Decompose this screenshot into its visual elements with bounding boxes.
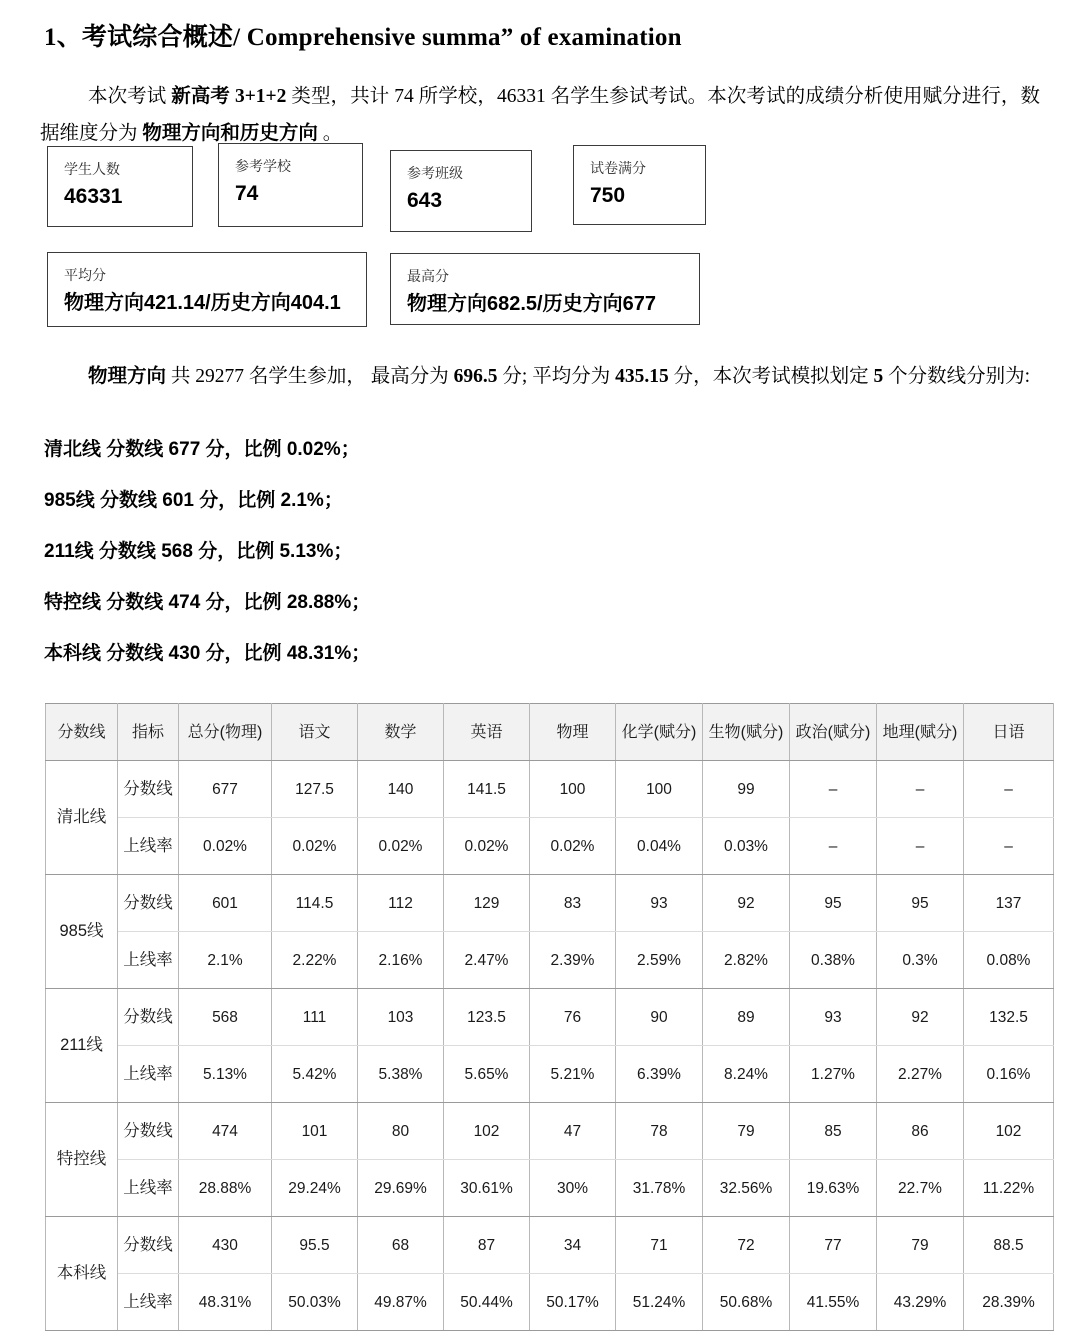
table-cell: 5.38% [358,1046,444,1103]
score-line-item: 985线 分数线 601 分，比例 2.1%； [44,490,343,511]
table-cell: 34 [530,1217,616,1274]
table-cell: 0.3% [877,932,964,989]
table-cell: 31.78% [616,1160,703,1217]
table-metric-label: 上线率 [118,932,179,989]
table-cell: 22.7% [877,1160,964,1217]
stat-card-value: 750 [590,184,626,207]
table-column-header: 分数线 [46,704,118,761]
table-cell: 30.61% [444,1160,530,1217]
table-group-label: 985线 [46,875,118,989]
table-cell: – [964,818,1054,875]
table-cell: 2.39% [530,932,616,989]
table-cell: 114.5 [272,875,358,932]
table-cell: 50.03% [272,1274,358,1331]
table-column-header: 数学 [358,704,444,761]
table-cell: – [964,761,1054,818]
table-cell: 49.87% [358,1274,444,1331]
table-cell: 78 [616,1103,703,1160]
stat-card-value: 643 [407,189,443,212]
table-cell: 50.17% [530,1274,616,1331]
table-cell: 474 [179,1103,272,1160]
table-cell: – [790,818,877,875]
table-cell: 95 [790,875,877,932]
table-cell: 30% [530,1160,616,1217]
table-cell: 71 [616,1217,703,1274]
table-cell: 2.82% [703,932,790,989]
table-cell: 6.39% [616,1046,703,1103]
table-cell: 123.5 [444,989,530,1046]
table-metric-label: 分数线 [118,989,179,1046]
table-cell: 0.02% [179,818,272,875]
table-cell: 677 [179,761,272,818]
stat-card-class-count [390,150,532,232]
table-cell: – [877,761,964,818]
table-cell: 5.65% [444,1046,530,1103]
stat-card-label: 试卷满分 [590,160,646,176]
table-group-label: 清北线 [46,761,118,875]
stat-card-full-mark [573,145,706,225]
table-cell: 0.04% [616,818,703,875]
table-cell: 132.5 [964,989,1054,1046]
table-cell: 102 [444,1103,530,1160]
table-cell: 92 [877,989,964,1046]
table-cell: – [877,818,964,875]
table-cell: 79 [877,1217,964,1274]
score-line-table [45,703,1054,1331]
table-row [46,818,1054,875]
table-cell: 29.24% [272,1160,358,1217]
table-cell: 93 [790,989,877,1046]
stat-card-label: 学生人数 [64,161,120,177]
table-cell: 568 [179,989,272,1046]
page-title: 1、考试综合概述/ Comprehensive summa” of examination [44,23,682,51]
table-header-row [46,704,1054,761]
table-cell: 2.1% [179,932,272,989]
intro-paragraph: 本次考试 新高考 3+1+2 类型，共计 74 所学校，46331 名学生参试考试。本次考试的成绩分析使用赋分进行，数据维度分为 物理方向和历史方向 。 [40,85,1040,144]
table-cell: 11.22% [964,1160,1054,1217]
table-cell: 141.5 [444,761,530,818]
table-cell: 0.03% [703,818,790,875]
table-cell: 137 [964,875,1054,932]
table-cell: 111 [272,989,358,1046]
table-column-header: 语文 [272,704,358,761]
table-cell: 86 [877,1103,964,1160]
table-cell: 2.27% [877,1046,964,1103]
table-header [46,704,1054,761]
table-cell: 95.5 [272,1217,358,1274]
table-cell: 99 [703,761,790,818]
table-metric-label: 上线率 [118,1160,179,1217]
table-group-label: 211线 [46,989,118,1103]
table-cell: 88.5 [964,1217,1054,1274]
table-cell: 112 [358,875,444,932]
table-row [46,1103,1054,1160]
physics-direction-paragraph: 物理方向 共 29277 名学生参加， 最高分为 696.5 分; 平均分为 435.15 分，本次考试模拟划定 5 个分数线分别为: [88,365,1031,387]
table-cell: 430 [179,1217,272,1274]
table-cell: 2.59% [616,932,703,989]
table-row [46,1274,1054,1331]
stat-card-value: 物理方向682.5/历史方向677 [407,293,656,315]
table-cell: 79 [703,1103,790,1160]
stat-card-value: 46331 [64,185,123,208]
table-cell: 8.24% [703,1046,790,1103]
table-cell: 101 [272,1103,358,1160]
table-cell: 51.24% [616,1274,703,1331]
table-cell: 47 [530,1103,616,1160]
stat-card-label: 参考学校 [235,158,291,174]
table-cell: 0.16% [964,1046,1054,1103]
score-line-item: 211线 分数线 568 分，比例 5.13%； [44,541,353,562]
table-cell: 29.69% [358,1160,444,1217]
table-cell: 80 [358,1103,444,1160]
table-metric-label: 上线率 [118,1046,179,1103]
table-cell: 2.16% [358,932,444,989]
table-cell: 50.68% [703,1274,790,1331]
table-column-header: 政治(赋分) [790,704,877,761]
table-cell: 77 [790,1217,877,1274]
table-column-header: 英语 [444,704,530,761]
table-group-label: 特控线 [46,1103,118,1217]
score-line-item: 本科线 分数线 430 分，比例 48.31%； [44,643,371,664]
table-column-header: 总分(物理) [179,704,272,761]
table-row [46,932,1054,989]
score-line-item: 特控线 分数线 474 分，比例 28.88%； [44,592,371,613]
table-cell: 32.56% [703,1160,790,1217]
table-column-header: 物理 [530,704,616,761]
table-metric-label: 分数线 [118,1103,179,1160]
table-group-label: 本科线 [46,1217,118,1331]
table-cell: 0.02% [444,818,530,875]
table-cell: 92 [703,875,790,932]
table-row [46,989,1054,1046]
table-cell: 127.5 [272,761,358,818]
table-cell: 28.88% [179,1160,272,1217]
stat-card-highest-score [390,253,700,325]
table-column-header: 指标 [118,704,179,761]
table-cell: 87 [444,1217,530,1274]
stat-card-label: 参考班级 [407,165,463,181]
table-body [46,761,1054,1331]
table-cell: 601 [179,875,272,932]
table-cell: 103 [358,989,444,1046]
table-cell: 41.55% [790,1274,877,1331]
table-cell: 100 [616,761,703,818]
stat-card-value: 物理方向421.14/历史方向404.1 [64,292,341,314]
table-cell: 89 [703,989,790,1046]
table-cell: 93 [616,875,703,932]
table-cell: 0.02% [530,818,616,875]
score-line-list [44,424,644,679]
table-cell: 48.31% [179,1274,272,1331]
table-cell: 85 [790,1103,877,1160]
table-cell: – [790,761,877,818]
table-cell: 2.47% [444,932,530,989]
stat-card-label: 最高分 [407,268,449,284]
table-cell: 2.22% [272,932,358,989]
table-cell: 83 [530,875,616,932]
table-cell: 28.39% [964,1274,1054,1331]
table-row [46,1160,1054,1217]
score-line-item: 清北线 分数线 677 分，比例 0.02%； [44,439,360,460]
table-cell: 68 [358,1217,444,1274]
table-cell: 76 [530,989,616,1046]
table-cell: 72 [703,1217,790,1274]
stat-card-student-count [47,146,193,227]
table-cell: 5.42% [272,1046,358,1103]
table-cell: 19.63% [790,1160,877,1217]
table-row [46,875,1054,932]
table-cell: 129 [444,875,530,932]
stat-card-school-count [218,143,363,227]
table-cell: 0.38% [790,932,877,989]
table-cell: 0.02% [272,818,358,875]
table-cell: 5.21% [530,1046,616,1103]
stat-card-label: 平均分 [64,267,106,283]
table-metric-label: 分数线 [118,761,179,818]
table-cell: 0.08% [964,932,1054,989]
table-row [46,1217,1054,1274]
table-column-header: 地理(赋分) [877,704,964,761]
stat-card-average-score [47,252,367,327]
table-cell: 50.44% [444,1274,530,1331]
table-cell: 1.27% [790,1046,877,1103]
table-column-header: 生物(赋分) [703,704,790,761]
table-cell: 0.02% [358,818,444,875]
table-cell: 5.13% [179,1046,272,1103]
table-metric-label: 上线率 [118,818,179,875]
table-cell: 43.29% [877,1274,964,1331]
table-column-header: 化学(赋分) [616,704,703,761]
table-cell: 140 [358,761,444,818]
table-row [46,1046,1054,1103]
table-metric-label: 分数线 [118,1217,179,1274]
table-metric-label: 分数线 [118,875,179,932]
table-cell: 100 [530,761,616,818]
table-cell: 90 [616,989,703,1046]
stat-card-value: 74 [235,182,259,205]
table-cell: 102 [964,1103,1054,1160]
table-metric-label: 上线率 [118,1274,179,1331]
table-column-header: 日语 [964,704,1054,761]
table-row [46,761,1054,818]
table-cell: 95 [877,875,964,932]
